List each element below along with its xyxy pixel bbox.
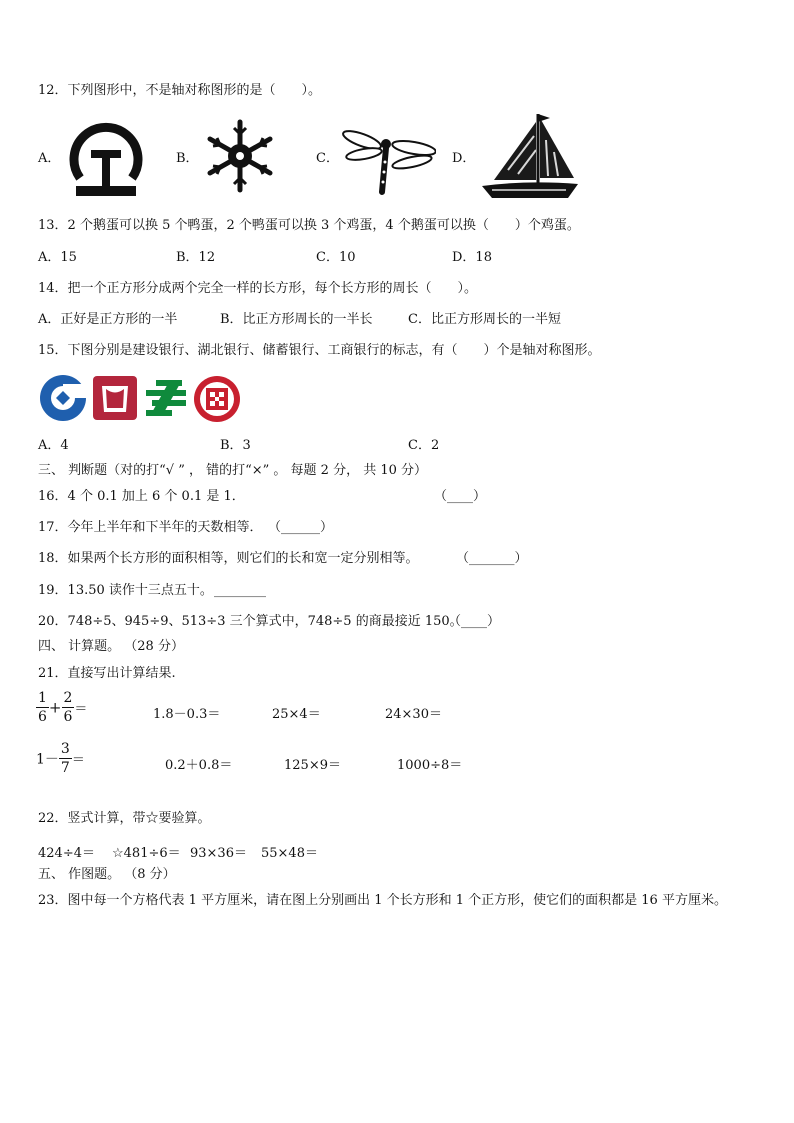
icbc-logo-icon: [192, 374, 242, 424]
q19-answer-blank[interactable]: ________: [214, 583, 266, 598]
q23-text: 23．图中每一个方格代表 1 平方厘米，请在图上分别画出 1 个长方形和 1 个正方形，使它们的面积都是 16 平方厘米。: [38, 893, 727, 908]
q17-text: 17．今年上半年和下半年的天数相等．: [38, 520, 263, 535]
q21-calc-4: 0.2＋0.8＝: [165, 758, 233, 773]
sailboat-icon: [478, 110, 582, 204]
section-4-heading: 四、 计算题。 （28 分）: [38, 639, 184, 654]
hubei-bank-logo-icon: [92, 374, 138, 422]
q17-answer-blank[interactable]: （______）: [268, 520, 334, 535]
fraction-denominator: 6: [38, 709, 47, 725]
q18-text: 18．如果两个长方形的面积相等，则它们的长和宽一定分别相等。: [38, 551, 419, 566]
q12-option-c: C．: [316, 151, 339, 166]
q13-option-c: C．10: [316, 250, 356, 265]
q14-text: 14．把一个正方形分成两个完全一样的长方形，每个长方形的周长（ ）。: [38, 281, 478, 296]
section-3-heading: 三、 判断题（对的打“√ ” ， 错的打“×” 。 每题 2 分， 共 10 分）: [38, 463, 428, 478]
q13-option-b: B．12: [176, 250, 216, 265]
ccb-logo-icon: [38, 374, 88, 422]
q22-calc-4: 55×48＝: [261, 846, 318, 861]
q20-text: 20．748÷5、945÷9、513÷3 三个算式中，748÷5 的商最接近 150。: [38, 614, 463, 629]
metro-logo-icon: [66, 116, 146, 204]
fraction-3-7: [59, 741, 72, 776]
q12-option-b: B．: [176, 151, 199, 166]
q21-calc-5: 125×9＝: [284, 758, 341, 773]
q14-option-b: B．比正方形周长的一半长: [220, 312, 373, 327]
q16-text: 16．4 个 0.1 加上 6 个 0.1 是 1．: [38, 489, 245, 504]
q21-fraction-diff: [36, 741, 85, 776]
q22-calc-2: ☆481÷6＝: [112, 846, 181, 861]
fraction-numerator: 2: [63, 690, 73, 706]
fraction-numerator: 1: [38, 690, 47, 706]
q22-calc-3: 93×36＝: [190, 846, 247, 861]
q12-option-d: D．: [452, 151, 476, 166]
dragonfly-icon: [340, 118, 436, 198]
fraction-numerator: 3: [60, 741, 70, 757]
q21-calc-1: 1.8－0.3＝: [153, 707, 221, 722]
q21-calc-2: 25×4＝: [272, 707, 321, 722]
plus-sign: +: [48, 698, 62, 717]
q21-text: 21．直接写出计算结果.: [38, 666, 176, 681]
q19-text: 19．13.50 读作十三点五十。: [38, 583, 213, 598]
q13-option-a: A．15: [38, 250, 77, 265]
q13-text: 13．2 个鹅蛋可以换 5 个鸭蛋，2 个鸭蛋可以换 3 个鸡蛋，4 个鹅蛋可以换（ ）个鸡蛋。: [38, 218, 580, 233]
q22-calc-1: 424÷4＝: [38, 846, 95, 861]
fraction-denominator: 7: [60, 760, 70, 776]
q21-calc-3: 24×30＝: [385, 707, 442, 722]
fraction-1-6: [36, 690, 49, 725]
q15-option-c: C．2: [408, 438, 440, 453]
q15-text: 15．下图分别是建设银行、湖北银行、储蓄银行、工商银行的标志，有（ ）个是轴对称图形。: [38, 343, 601, 358]
postal-bank-logo-icon: [142, 374, 190, 422]
equals-sign: ＝: [74, 702, 88, 717]
fraction-denominator: 6: [63, 709, 73, 725]
q14-option-a: A．正好是正方形的一半: [38, 312, 178, 327]
q20-answer-blank[interactable]: （____）: [448, 614, 501, 629]
q22-text: 22．竖式计算，带☆要验算。: [38, 811, 211, 826]
fraction-2-6: [62, 690, 75, 725]
q18-answer-blank[interactable]: （_______）: [456, 551, 528, 566]
q12-text: 12．下列图形中，不是轴对称图形的是（ ）。: [38, 83, 322, 98]
q13-option-d: D．18: [452, 250, 492, 265]
minus-lead: 1－: [36, 751, 59, 768]
q21-calc-6: 1000÷8＝: [397, 758, 463, 773]
q15-option-b: B．3: [220, 438, 251, 453]
q12-option-a: A．: [38, 151, 61, 166]
q16-answer-blank[interactable]: （____）: [434, 489, 487, 504]
snowflake-icon: [202, 118, 278, 194]
q21-fraction-sum: [36, 690, 87, 725]
q14-option-c: C．比正方形周长的一半短: [408, 312, 561, 327]
equals-sign: ＝: [71, 753, 85, 768]
section-5-heading: 五、 作图题。 （8 分）: [38, 867, 176, 882]
q15-option-a: A．4: [38, 438, 69, 453]
